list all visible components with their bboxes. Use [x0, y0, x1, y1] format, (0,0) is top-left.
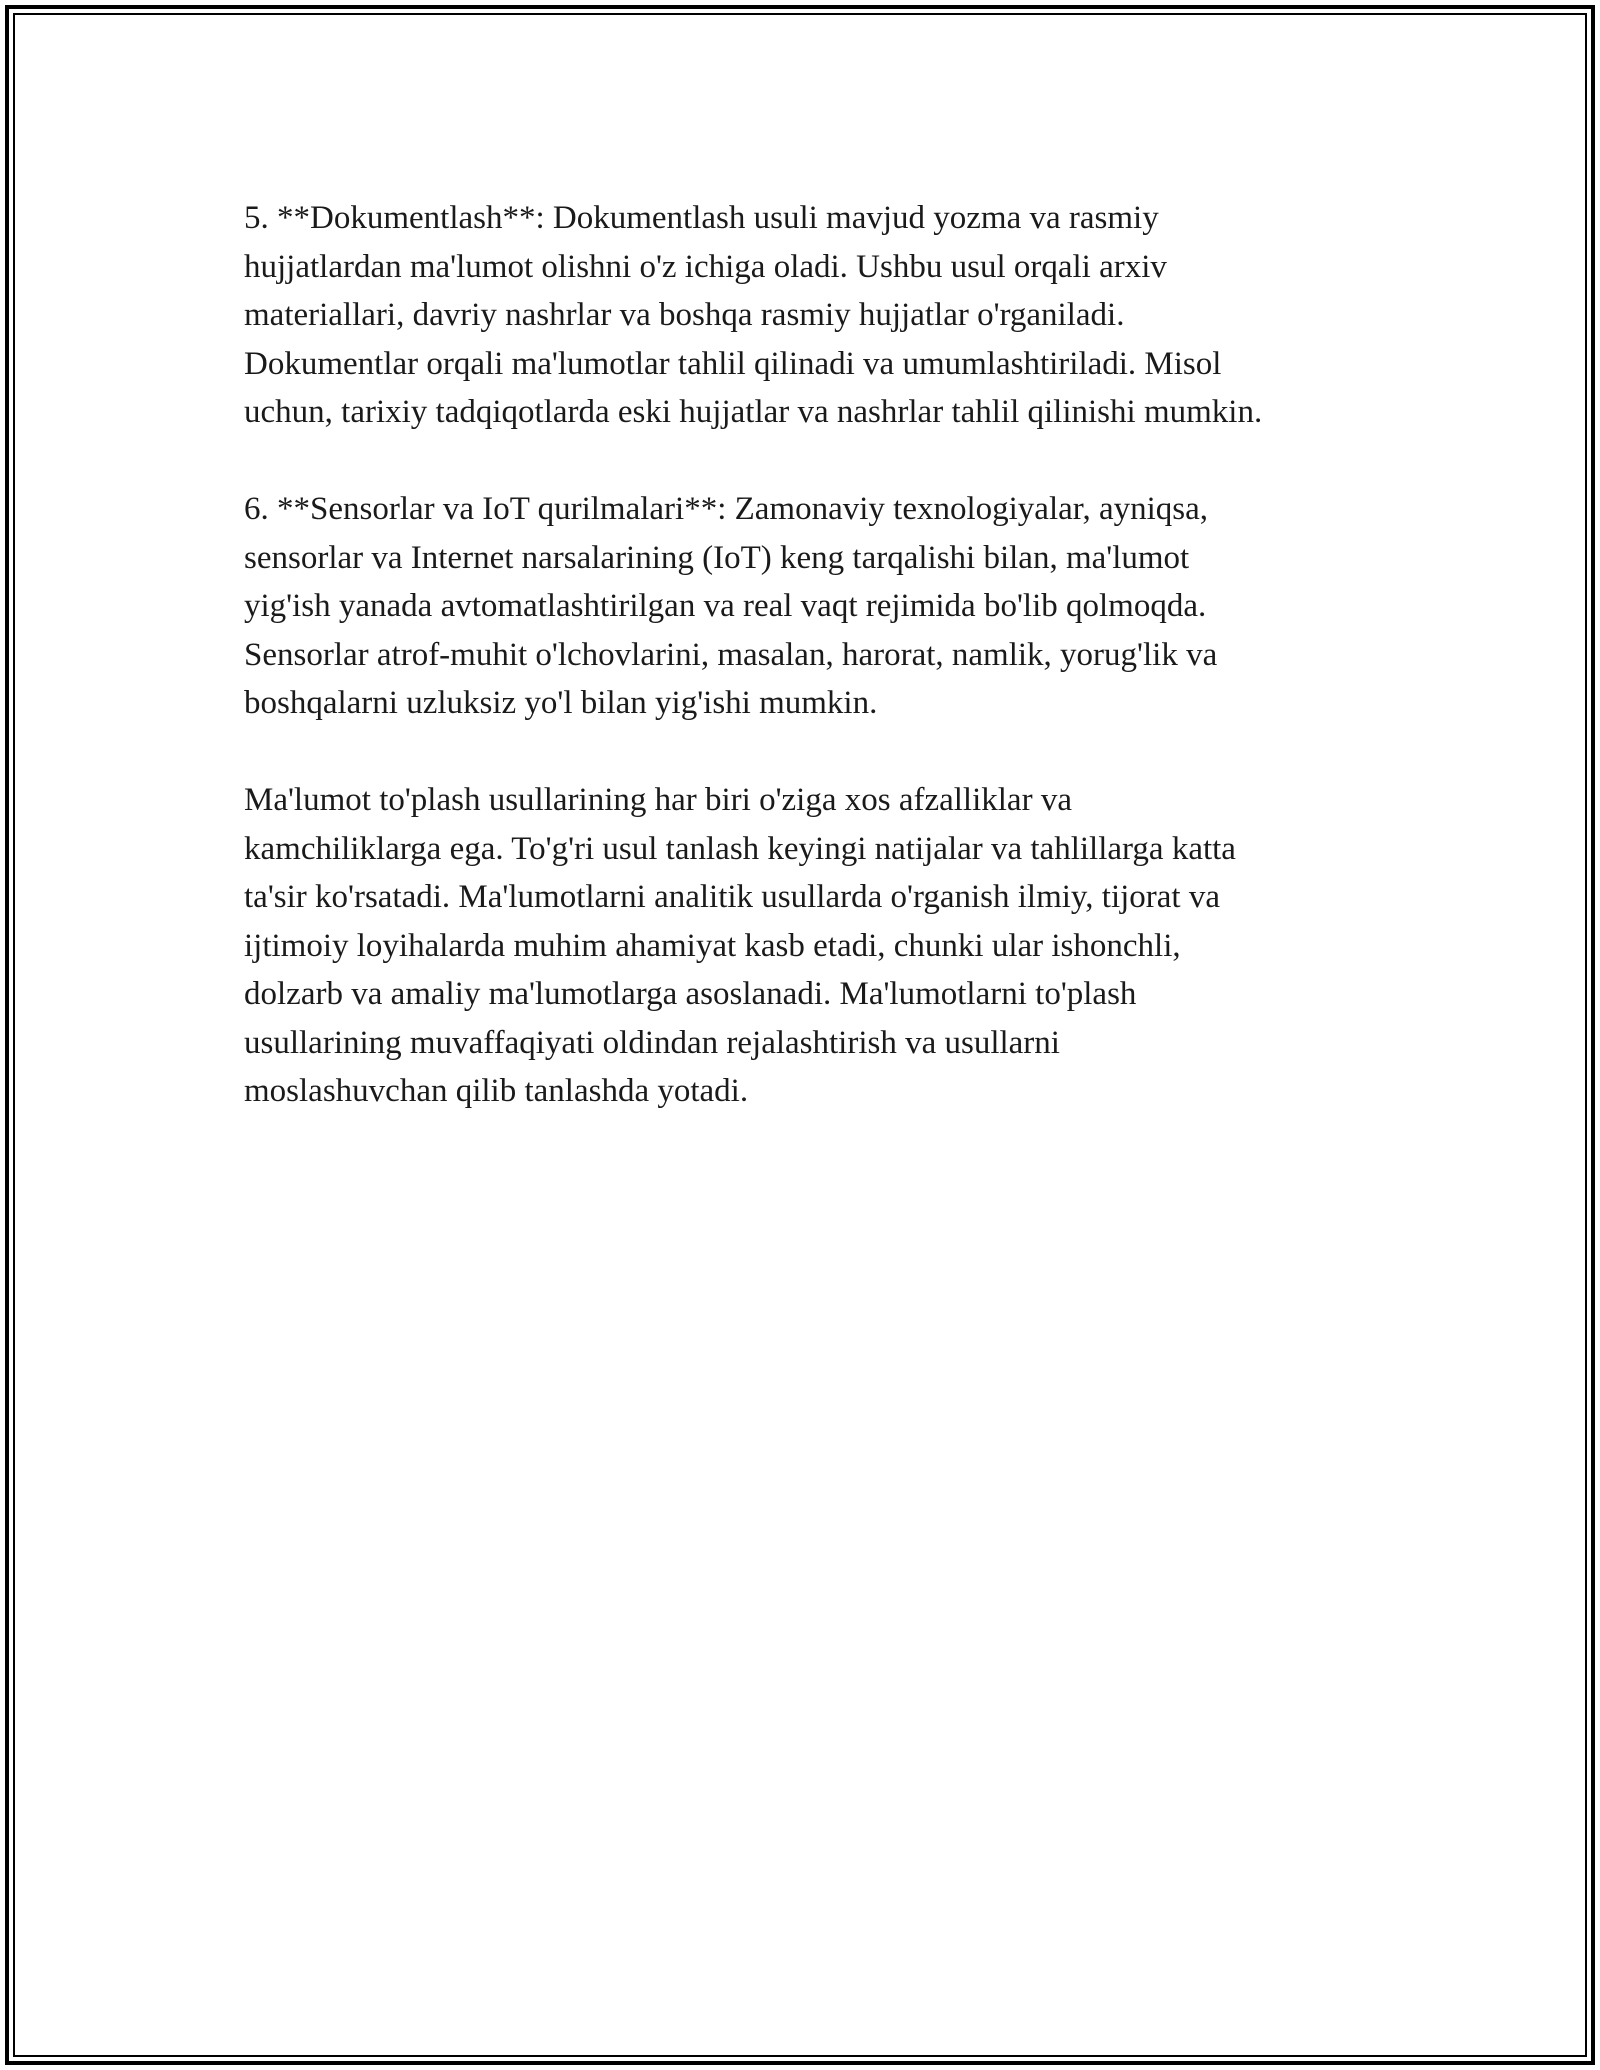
paragraph-sensorlar-iot: 6. **Sensorlar va IoT qurilmalari**: Zamonaviy texnologiyalar, ayniqsa, sensorlar va Internet narsalarining (IoT) keng tarqalishi bilan, ma'lumot yig'ish yanada avtomatlashtirilgan va real vaqt rejimida bo'lib qolmoqda. Sensorlar atrof-muhit o'lchovlarini, masalan, harorat, namlik, yorug'lik va boshqalarni uzluksiz yo'l bilan yig'ishi mumkin. [244, 491, 1218, 721]
paragraph-conclusion: Ma'lumot to'plash usullarining har biri o'ziga xos afzalliklar va kamchiliklarga ega. To'g'ri usul tanlash keyingi natijalar va tahlillarga katta ta'sir ko'rsatadi. Ma'lumotlarni analitik usullarda o'rganish ilmiy, tijorat va ijtimoiy loyihalarda muhim ahamiyat kasb etadi, chunki ular ishonchli, dolzarb va amaliy ma'lumotlarga asoslanadi. Ma'lumotlarni to'plash usullarining muvaffaqiyati oldindan rejalashtirish va usullarni moslashuvchan qilib tanlashda yotadi. [244, 782, 1236, 1109]
paragraph-dokumentlash: 5. **Dokumentlash**: Dokumentlash usuli mavjud yozma va rasmiy hujjatlardan ma'lumot olishni o'z ichiga oladi. Ushbu usul orqali arxiv materiallari, davriy nashrlar va boshqa rasmiy hujjatlar o'rganiladi. Dokumentlar orqali ma'lumotlar tahlil qilinadi va umumlashtiriladi. Misol uchun, tarixiy tadqiqotlarda eski hujjatlar va nashrlar tahlil qilinishi mumkin. [244, 200, 1263, 430]
page-frame [5, 5, 1595, 2065]
document-body [244, 194, 1404, 1164]
